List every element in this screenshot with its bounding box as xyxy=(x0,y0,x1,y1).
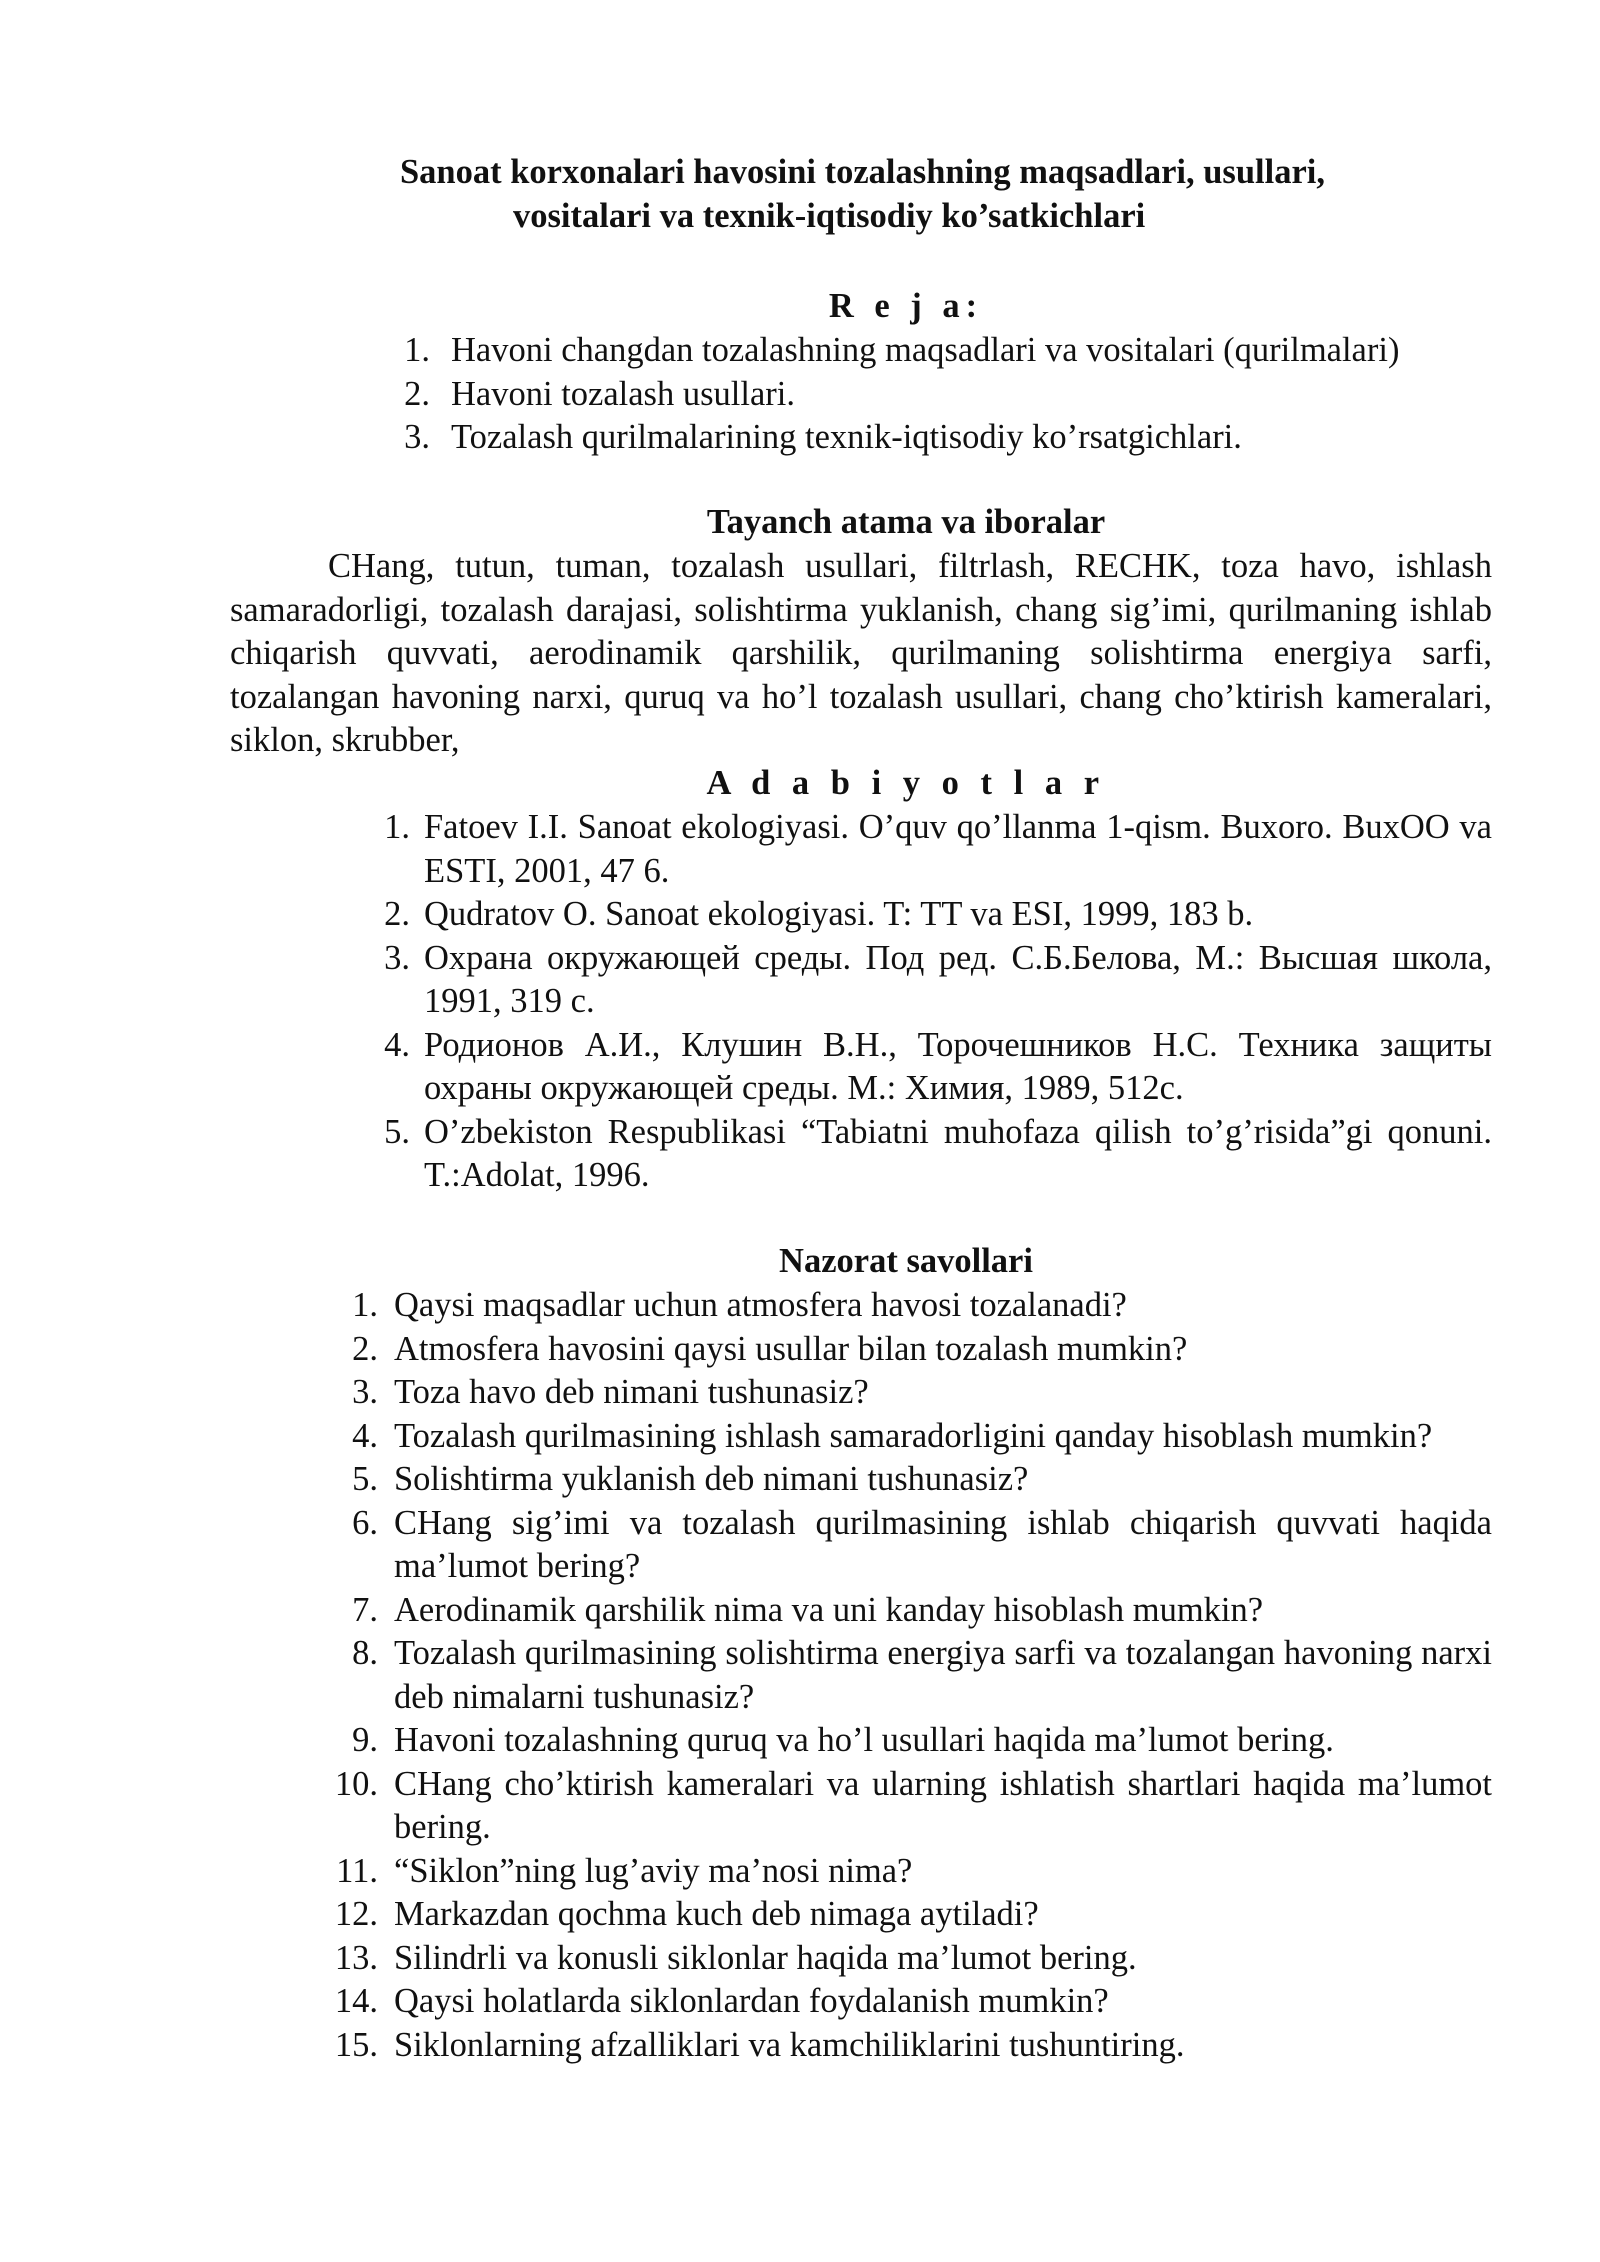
list-item xyxy=(398,416,1498,460)
list-item xyxy=(378,893,1492,937)
item-number: 7. xyxy=(352,1590,378,1629)
item-number: 1. xyxy=(384,808,410,846)
list-item xyxy=(398,373,1498,417)
list-item xyxy=(322,1850,1492,1894)
list-item xyxy=(378,806,1492,893)
item-text: CHang sig’imi va tozalash qurilmasining ishlab chiqarish quvvati haqida ma’lumot bering? xyxy=(394,1503,1492,1585)
list-item xyxy=(322,1937,1492,1981)
item-number: 6. xyxy=(352,1503,378,1542)
item-text: Tozalash qurilmalarining texnik-iqtisodiy ko’rsatgichlari. xyxy=(451,418,1242,456)
item-text: Solishtirma yuklanish deb nimani tushunasiz? xyxy=(394,1460,1029,1498)
list-item xyxy=(322,1589,1492,1633)
item-number: 5. xyxy=(384,1112,410,1151)
item-number: 5. xyxy=(352,1460,378,1498)
reja-heading: R e j a: xyxy=(828,287,984,325)
item-text: Havoni tozalash usullari. xyxy=(451,374,795,413)
item-text: Tozalash qurilmasining solishtirma energiya sarfi va tozalangan havoning narxi deb nimalarni tushunasiz? xyxy=(394,1634,1492,1716)
item-number: 8. xyxy=(352,1634,378,1672)
tayanch-paragraph: CHang, tutun, tuman, tozalash usullari, filtrlash, RECHK, toza havo, ishlash samaradorligi, tozalash darajasi, solishtirma yuklanish, chang sig’imi, qurilmaning ishlab chiqarish quvvati, aerodinamik qarshilik, qurilmaning solishtirma energiya sarfi, tozalangan havoning narxi, quruq va ho’l tozalash usullari, chang cho’ktirish kameralari, siklon, skrubber, xyxy=(230,547,1492,759)
item-number: 11. xyxy=(336,1851,378,1890)
list-item xyxy=(378,1111,1492,1198)
item-number: 2. xyxy=(404,374,430,413)
item-number: 3. xyxy=(384,938,410,977)
list-item xyxy=(322,2024,1492,2068)
item-number: 2. xyxy=(384,895,410,933)
list-item xyxy=(398,329,1498,373)
list-item xyxy=(322,1980,1492,2024)
list-item xyxy=(322,1458,1492,1502)
item-text: Havoni changdan tozalashning maqsadlari va vositalari (qurilmalari) xyxy=(451,331,1400,369)
list-item xyxy=(322,1763,1492,1850)
item-number: 2. xyxy=(352,1329,378,1368)
item-number: 14. xyxy=(334,1982,378,2020)
tayanch-heading: Tayanch atama va iboralar xyxy=(706,503,1106,541)
item-text: “Siklon”ning lug’aviy ma’nosi nima? xyxy=(394,1851,913,1890)
item-text: Fatoev I.I. Sanoat ekologiyasi. O’quv qo’llanma 1-qism. Buxoro. BuxOO va ESTI, 2001, 47 6. xyxy=(424,808,1492,890)
item-number: 12. xyxy=(334,1895,378,1933)
item-text: Toza havo deb nimani tushunasiz? xyxy=(394,1373,869,1411)
list-item xyxy=(322,1893,1492,1937)
item-number: 3. xyxy=(404,418,430,456)
list-item xyxy=(322,1502,1492,1589)
list-item xyxy=(322,1328,1492,1372)
item-text: O’zbekiston Respublikasi “Tabiatni muhofaza qilish to’g’risida”gi qonuni. T.:Adolat, 1996. xyxy=(424,1112,1492,1194)
item-text: Qaysi maqsadlar uchun atmosfera havosi tozalanadi? xyxy=(394,1286,1127,1324)
title-line-1: Sanoat korxonalari havosini tozalashning maqsadlari, usullari, xyxy=(400,153,1325,191)
item-text: Aerodinamik qarshilik nima va uni kanday hisoblash mumkin? xyxy=(394,1590,1264,1629)
item-text: Охрана окружающей среды. Под ред. С.Б.Белова, М.: Высшая школа, 1991, 319 с. xyxy=(424,938,1492,1020)
item-number: 4. xyxy=(352,1416,378,1455)
list-item xyxy=(378,1024,1492,1111)
item-text: Silindrli va konusli siklonlar haqida ma’lumot bering. xyxy=(394,1938,1137,1977)
item-text: Tozalash qurilmasining ishlash samaradorligini qanday hisoblash mumkin? xyxy=(394,1416,1433,1455)
item-text: Markazdan qochma kuch deb nimaga aytiladi? xyxy=(394,1895,1039,1933)
item-text: Qaysi holatlarda siklonlardan foydalanish mumkin? xyxy=(394,1982,1109,2020)
item-text: Atmosfera havosini qaysi usullar bilan tozalash mumkin? xyxy=(394,1329,1188,1368)
item-number: 3. xyxy=(352,1373,378,1411)
item-text: CHang cho’ktirish kameralari va ularning ishlatish shartlari haqida ma’lumot bering. xyxy=(394,1764,1492,1846)
list-item xyxy=(322,1632,1492,1719)
list-item xyxy=(322,1284,1492,1328)
title-line-2: vositalari va texnik-iqtisodiy ko’satkichlari xyxy=(513,197,1146,235)
item-number: 10. xyxy=(334,1764,378,1803)
adabiyotlar-heading: A d a b i y o t l a r xyxy=(706,764,1106,802)
list-item xyxy=(378,937,1492,1024)
adabiyotlar-list xyxy=(378,806,1492,1198)
item-number: 4. xyxy=(384,1025,410,1064)
item-text: Siklonlarning afzalliklari va kamchiliklarini tushuntiring. xyxy=(394,2025,1185,2064)
reja-list xyxy=(398,329,1498,460)
document-title xyxy=(330,150,1460,238)
item-number: 1. xyxy=(352,1286,378,1324)
item-text: Havoni tozalashning quruq va ho’l usullari haqida ma’lumot bering. xyxy=(394,1721,1334,1759)
item-text: Qudratov O. Sanoat ekologiyasi. T: TT va ESI, 1999, 183 b. xyxy=(424,895,1254,933)
item-number: 13. xyxy=(334,1938,378,1977)
item-text: Родионов А.И., Клушин В.Н., Торочешников Н.С. Техника защиты охраны окружающей среды. М.: Химия, 1989, 512с. xyxy=(424,1025,1492,1107)
item-number: 15. xyxy=(334,2025,378,2064)
nazorat-heading: Nazorat savollari xyxy=(779,1242,1033,1280)
item-number: 9. xyxy=(352,1721,378,1759)
item-number: 1. xyxy=(404,331,430,369)
list-item xyxy=(322,1371,1492,1415)
list-item xyxy=(322,1415,1492,1459)
nazorat-list xyxy=(322,1284,1492,2067)
list-item xyxy=(322,1719,1492,1763)
